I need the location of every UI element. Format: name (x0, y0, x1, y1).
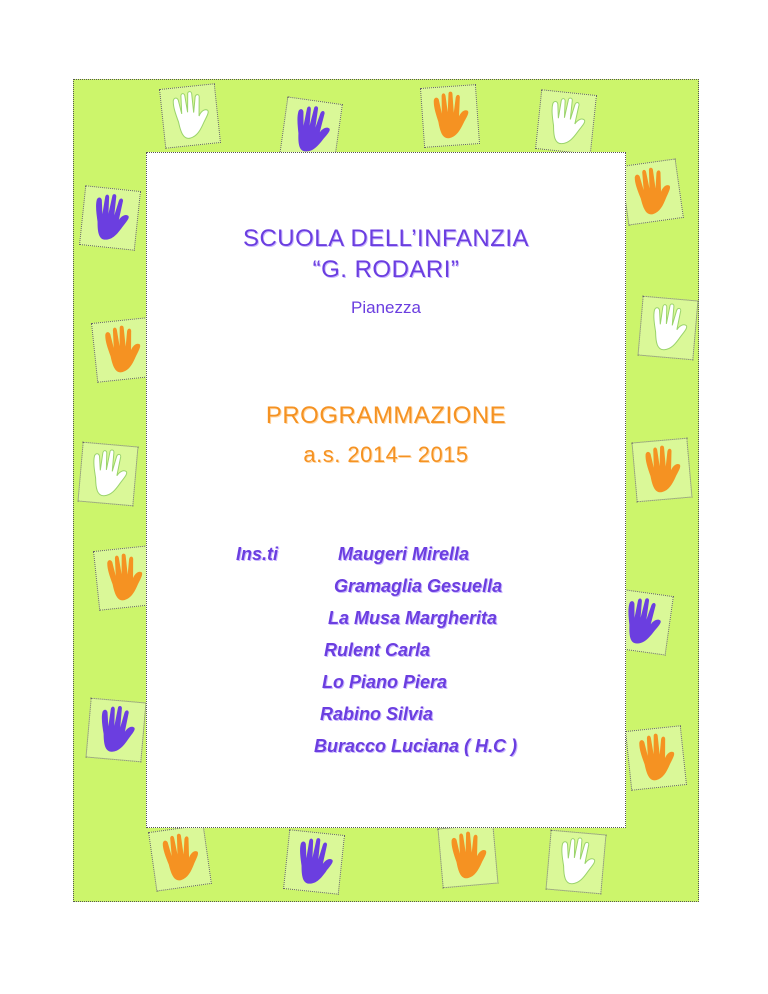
hand-icon (632, 731, 681, 785)
hand-icon (627, 164, 678, 220)
teacher-name: Rulent Carla (324, 640, 431, 660)
school-name: SCUOLA DELL’INFANZIA (242, 225, 530, 252)
hand-tile (625, 725, 687, 791)
hand-icon (166, 89, 215, 143)
hand-tile (283, 829, 345, 895)
teacher-name: La Musa Margherita (328, 608, 498, 628)
hand-tile (620, 158, 684, 225)
school-dedication: “G. RODARI” (312, 256, 460, 283)
hand-tile (79, 185, 141, 251)
document-title: PROGRAMMAZIONE (265, 402, 507, 429)
teacher-name: Maugeri Mirella (338, 544, 470, 564)
hand-icon (100, 551, 149, 605)
hand-icon (92, 703, 140, 757)
hand-tile (420, 84, 480, 148)
city-name: Pianezza (351, 298, 421, 317)
hand-icon (542, 95, 591, 149)
hand-tile (91, 317, 153, 383)
hand-icon (638, 443, 686, 497)
hand-icon (426, 90, 473, 143)
teacher-name: Gramaglia Gesuella (334, 576, 503, 596)
hand-tile (437, 824, 498, 889)
hand-icon (290, 835, 339, 889)
cover-page-panel (146, 152, 626, 828)
hand-icon (644, 301, 692, 355)
hand-icon (84, 447, 132, 501)
hand-icon (444, 829, 492, 883)
hand-tile (159, 83, 221, 149)
teachers-label: Ins.ti (236, 544, 279, 564)
school-year: a.s. 2014– 2015 (303, 442, 469, 467)
hand-icon (98, 323, 147, 377)
hand-tile (85, 698, 146, 763)
teacher-name: Buracco Luciana ( H.C ) (314, 736, 518, 756)
hand-icon (86, 191, 135, 245)
hand-tile (545, 830, 606, 895)
hand-tile (535, 89, 597, 155)
hand-tile (637, 296, 698, 361)
teacher-name: Lo Piano Piera (322, 672, 448, 692)
teacher-name: Rabino Silvia (320, 704, 434, 724)
hand-tile (77, 442, 138, 507)
hand-icon (286, 102, 337, 158)
hand-icon (552, 835, 600, 889)
hand-tile (148, 824, 212, 891)
hand-tile (631, 438, 692, 503)
hand-icon (155, 830, 206, 886)
